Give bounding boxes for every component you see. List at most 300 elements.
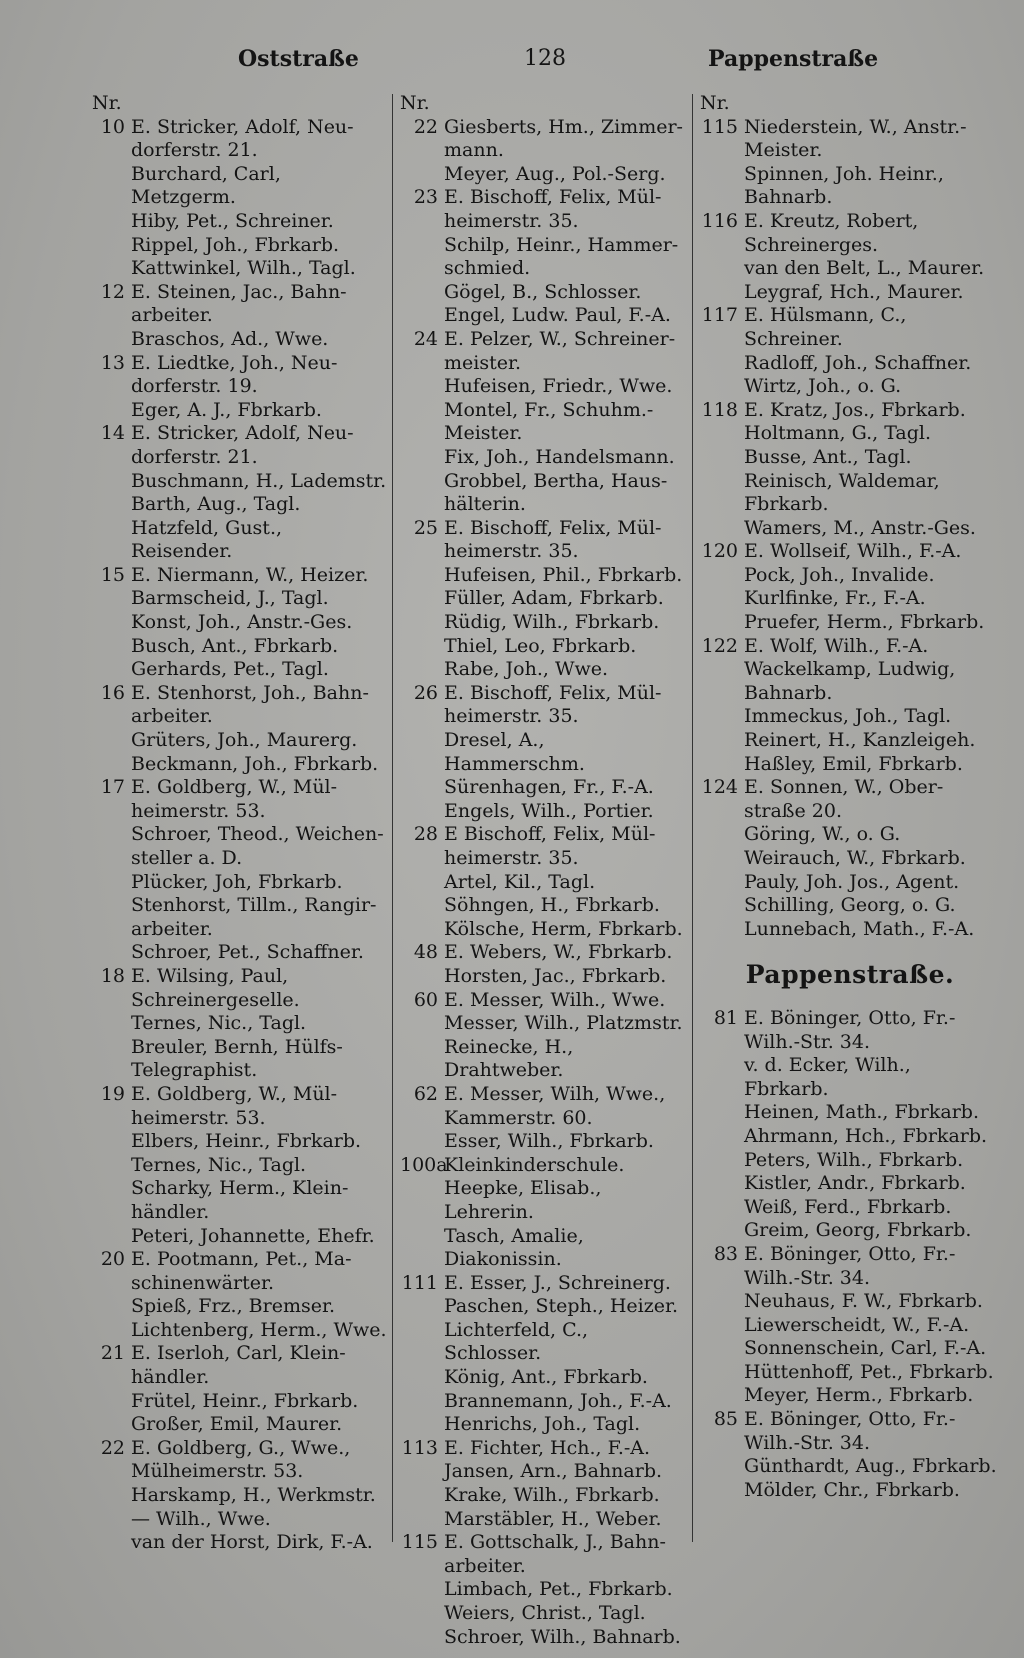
house-number — [400, 281, 444, 305]
house-number: 12 — [100, 280, 125, 303]
house-number: 16 — [100, 681, 125, 704]
directory-entry — [92, 682, 387, 729]
house-number — [92, 611, 131, 635]
house-number — [700, 918, 744, 942]
house-number — [92, 1225, 131, 1249]
house-number — [92, 1508, 131, 1532]
directory-entry — [400, 965, 690, 989]
resident-text: Horsten, Jac., Fbrkarb. — [444, 964, 667, 987]
house-number: 15 — [100, 563, 125, 586]
house-number — [700, 729, 744, 753]
resident-text: Wamers, M., Anstr.-Ges. — [744, 516, 976, 539]
directory-entry — [92, 587, 387, 611]
resident-text: Greim, Georg, Fbrkarb. — [744, 1219, 972, 1242]
resident-text: Kölsche, Herm, Fbrkarb. — [444, 917, 683, 940]
house-number — [92, 823, 131, 870]
house-number — [400, 800, 444, 824]
house-number — [92, 1036, 131, 1083]
house-number — [92, 1319, 131, 1343]
house-number — [400, 1508, 444, 1532]
resident-text: Tasch, Amalie, Diakonissin. — [444, 1224, 584, 1271]
house-number — [92, 399, 131, 423]
resident-text: Barmscheid, J., Tagl. — [131, 587, 329, 610]
house-number — [92, 1295, 131, 1319]
directory-entry — [400, 304, 690, 328]
house-number — [400, 1177, 444, 1224]
directory-entry — [400, 399, 690, 446]
directory-entry — [92, 941, 387, 965]
resident-text: Artel, Kil., Tagl. — [444, 870, 596, 893]
house-number — [700, 1314, 744, 1338]
directory-entry — [400, 1272, 690, 1296]
house-number: 10 — [100, 115, 125, 138]
house-number — [92, 1012, 131, 1036]
resident-text: Reinert, H., Kanzleigeh. — [744, 729, 976, 752]
resident-text: Reinecke, H., Drahtweber. — [444, 1035, 574, 1082]
resident-text: E. Bischoff, Felix, Mül- heimerstr. 35. — [444, 681, 662, 728]
resident-text: Weiers, Christ., Tagl. — [444, 1602, 646, 1624]
house-number — [700, 705, 744, 729]
resident-text: E. Esser, J., Schreinerg. — [444, 1271, 671, 1294]
directory-entry — [400, 1484, 690, 1508]
house-number — [92, 1130, 131, 1154]
directory-entry — [400, 1319, 690, 1366]
resident-text: E. Steinen, Jac., Bahn- arbeiter. — [131, 280, 347, 327]
house-number: 22 — [413, 115, 438, 138]
house-number: 113 — [401, 1436, 438, 1459]
directory-entry — [700, 116, 1000, 163]
directory-entry — [92, 1036, 387, 1083]
resident-text: Sürenhagen, Fr., F.-A. — [444, 776, 654, 799]
resident-text: Mölder, Chr., Fbrkarb. — [744, 1478, 960, 1501]
directory-entry — [700, 304, 1000, 351]
house-number: 14 — [100, 422, 125, 445]
resident-text: E. Goldberg, G., Wwe., Mülheimerstr. 53. — [131, 1436, 351, 1483]
house-number: 116 — [701, 209, 738, 232]
house-number — [700, 1219, 744, 1243]
directory-entry — [700, 1337, 1000, 1361]
resident-text: Meyer, Aug., Pol.-Serg. — [444, 162, 666, 185]
resident-text: Meyer, Herm., Fbrkarb. — [744, 1384, 974, 1407]
house-number — [92, 234, 131, 258]
resident-text: Giesberts, Hm., Zimmer- mann. — [444, 115, 683, 162]
resident-text: Hatzfeld, Gust., Reisender. — [131, 516, 283, 563]
house-number: 60 — [413, 988, 438, 1011]
resident-text: Limbach, Pet., Fbrkarb. — [444, 1578, 673, 1601]
directory-entry — [400, 1154, 690, 1178]
house-number — [400, 729, 444, 776]
directory-entry — [700, 776, 1000, 823]
resident-text: Jansen, Arn., Bahnarb. — [444, 1460, 663, 1483]
column-divider — [692, 94, 693, 1542]
resident-text: Breuler, Bernh, Hülfs- Telegraphist. — [131, 1035, 343, 1082]
directory-entry — [700, 281, 1000, 305]
house-number — [400, 658, 444, 682]
resident-text: Dresel, A., Hammerschm. — [444, 729, 585, 775]
resident-text: Ternes, Nic., Tagl. — [131, 1012, 307, 1035]
page-header — [0, 46, 1024, 86]
directory-entry — [400, 729, 690, 776]
directory-entry — [700, 470, 1000, 517]
house-number — [700, 894, 744, 918]
resident-text: Großer, Emil, Maurer. — [131, 1413, 343, 1436]
house-number — [92, 1154, 131, 1178]
resident-text: Henrichs, Joh., Tagl. — [444, 1413, 641, 1436]
house-number — [400, 470, 444, 517]
directory-entry — [700, 422, 1000, 446]
resident-text: E. Bischoff, Felix, Mül- heimerstr. 35. — [444, 516, 662, 563]
house-number — [400, 635, 444, 659]
resident-text: E. Böninger, Otto, Fr.- Wilh.-Str. 34. — [744, 1242, 956, 1289]
directory-entry — [400, 1413, 690, 1437]
resident-text: König, Ant., Fbrkarb. — [444, 1366, 648, 1389]
resident-text: Burchard, Carl, Metzgerm. — [131, 162, 281, 209]
house-number — [700, 1196, 744, 1220]
house-number — [700, 1054, 744, 1101]
house-number: 85 — [713, 1408, 738, 1431]
resident-text: Söhngen, H., Fbrkarb. — [444, 894, 660, 917]
house-number — [92, 658, 131, 682]
resident-text: Kurlfinke, Fr., F.-A. — [744, 587, 926, 610]
resident-text: Pauly, Joh. Jos., Agent. — [744, 870, 960, 893]
column-label: Nr. — [700, 92, 730, 114]
directory-entry — [400, 1036, 690, 1083]
house-number — [400, 1225, 444, 1272]
directory-entry — [400, 635, 690, 659]
house-number: 118 — [701, 398, 738, 421]
house-number — [400, 1390, 444, 1414]
resident-text: E. Bischoff, Felix, Mül- heimerstr. 35. — [444, 186, 662, 232]
resident-text: Neuhaus, F. W., Fbrkarb. — [744, 1290, 983, 1313]
directory-entry — [400, 1578, 690, 1602]
resident-text: Lichterfeld, C., Schlosser. — [444, 1318, 589, 1365]
directory-entry — [700, 1054, 1000, 1101]
resident-text: E. Liedtke, Joh., Neu- dorferstr. 19. — [131, 351, 338, 398]
directory-entry — [92, 658, 387, 682]
house-number — [700, 163, 744, 210]
house-number — [92, 635, 131, 659]
directory-entry — [400, 1083, 690, 1130]
directory-entry — [400, 328, 690, 375]
resident-text: E. Messer, Wilh., Wwe. — [444, 988, 666, 1011]
resident-text: Gögel, B., Schlosser. — [444, 280, 642, 303]
column-label: Nr. — [92, 92, 122, 114]
house-number — [700, 422, 744, 446]
house-number — [400, 1626, 444, 1650]
house-number — [700, 847, 744, 871]
resident-text: E. Sonnen, W., Ober- straße 20. — [744, 776, 944, 822]
resident-text: Montel, Fr., Schuhm.- Meister. — [444, 398, 654, 445]
resident-text: Lunnebach, Math., F.-A. — [744, 917, 975, 940]
directory-entry — [400, 1602, 690, 1626]
resident-text: Schroer, Wilh., Bahnarb. — [444, 1625, 681, 1648]
resident-text: E. Messer, Wilh, Wwe., Kammerstr. 60. — [444, 1082, 666, 1129]
house-number: 117 — [701, 304, 738, 327]
resident-text: E. Wollseif, Wilh., F.-A. — [744, 540, 962, 563]
house-number — [400, 965, 444, 989]
resident-text: E. Goldberg, W., Mül- heimerstr. 53. — [131, 776, 338, 822]
house-number — [92, 729, 131, 753]
directory-entry — [700, 1290, 1000, 1314]
directory-entry — [400, 470, 690, 517]
resident-text: Heepke, Elisab., Lehrerin. — [444, 1177, 602, 1223]
resident-text: E. Böninger, Otto, Fr.- Wilh.-Str. 34. — [744, 1006, 956, 1053]
resident-text: Messer, Wilh., Platzmstr. — [444, 1012, 683, 1035]
directory-entry — [700, 540, 1000, 564]
directory-entry — [700, 823, 1000, 847]
directory-entry — [700, 163, 1000, 210]
directory-entry — [92, 1248, 387, 1295]
resident-text: E. Böninger, Otto, Fr.- Wilh.-Str. 34. — [744, 1408, 956, 1454]
house-number — [400, 375, 444, 399]
house-number — [700, 587, 744, 611]
resident-text: E. Iserloh, Carl, Klein- händler. — [131, 1342, 346, 1389]
resident-text: Grobbel, Bertha, Haus- hälterin. — [444, 469, 668, 516]
house-number: 115 — [701, 115, 738, 138]
house-number — [700, 1337, 744, 1361]
resident-text: Scharky, Herm., Klein- händler. — [131, 1177, 349, 1223]
house-number — [400, 1012, 444, 1036]
house-number — [400, 611, 444, 635]
directory-entry — [92, 470, 387, 494]
house-number: 18 — [100, 964, 125, 987]
house-number: 23 — [413, 186, 438, 209]
directory-entry — [92, 328, 387, 352]
directory-entry — [92, 116, 387, 163]
house-number — [400, 1295, 444, 1319]
resident-text: Plücker, Joh, Fbrkarb. — [131, 870, 343, 893]
house-number: 120 — [701, 540, 738, 563]
directory-entry — [700, 517, 1000, 541]
house-number — [700, 564, 744, 588]
house-number — [400, 1036, 444, 1083]
directory-entry — [400, 1531, 690, 1578]
house-number — [700, 1125, 744, 1149]
house-number: 17 — [100, 776, 125, 799]
directory-entry — [400, 564, 690, 588]
directory-entry — [400, 1295, 690, 1319]
directory-entry — [92, 564, 387, 588]
directory-entry — [92, 729, 387, 753]
directory-entry — [700, 1149, 1000, 1173]
directory-entry — [700, 1125, 1000, 1149]
header-street-right: Pappenstraße — [708, 46, 879, 72]
resident-text: Busch, Ant., Fbrkarb. — [131, 634, 339, 657]
directory-entry — [700, 564, 1000, 588]
directory-entry — [400, 281, 690, 305]
directory-entry — [700, 1384, 1000, 1408]
directory-entry — [92, 517, 387, 564]
directory-column-1 — [92, 92, 387, 1555]
resident-text: Ternes, Nic., Tagl. — [131, 1153, 307, 1176]
directory-entry — [400, 989, 690, 1013]
directory-entry — [400, 1177, 690, 1224]
directory-entry — [92, 1083, 387, 1130]
resident-text: Paschen, Steph., Heizer. — [444, 1295, 679, 1318]
resident-text: Radloff, Joh., Schaffner. — [744, 351, 972, 374]
house-number — [92, 493, 131, 517]
directory-entry — [400, 682, 690, 729]
house-number: 115 — [401, 1531, 438, 1554]
directory-entry — [700, 1455, 1000, 1479]
directory-entry — [92, 965, 387, 1012]
resident-text: Wirtz, Joh., o. G. — [744, 375, 902, 398]
directory-entry — [700, 871, 1000, 895]
house-number — [92, 941, 131, 965]
house-number — [700, 658, 744, 705]
directory-entry — [700, 729, 1000, 753]
house-number — [92, 587, 131, 611]
house-number — [400, 1413, 444, 1437]
house-number — [400, 399, 444, 446]
resident-text: E. Goldberg, W., Mül- heimerstr. 53. — [131, 1082, 338, 1129]
directory-entry — [92, 611, 387, 635]
house-number: 28 — [413, 823, 438, 846]
directory-entry — [400, 163, 690, 187]
house-number: 26 — [413, 681, 438, 704]
directory-entry — [700, 257, 1000, 281]
directory-entry — [92, 1437, 387, 1484]
resident-text: Göring, W., o. G. — [744, 823, 901, 846]
house-number — [92, 470, 131, 494]
house-number — [700, 1172, 744, 1196]
resident-text: Niederstein, W., Anstr.- Meister. — [744, 115, 967, 162]
house-number — [400, 163, 444, 187]
directory-entry — [92, 399, 387, 423]
directory-entry — [92, 1154, 387, 1178]
house-number — [700, 1101, 744, 1125]
resident-text: Weiß, Ferd., Fbrkarb. — [744, 1195, 952, 1218]
house-number — [400, 1460, 444, 1484]
resident-text: E. Stenhorst, Joh., Bahn- arbeiter. — [131, 681, 369, 728]
house-number: 122 — [701, 634, 738, 657]
resident-text: van der Horst, Dirk, F.-A. — [131, 1531, 373, 1554]
resident-text: Holtmann, G., Tagl. — [744, 422, 932, 445]
resident-text: Hiby, Pet., Schreiner. — [131, 209, 334, 232]
resident-text: E. Kreutz, Robert, Schreinerges. — [744, 209, 919, 256]
directory-entry — [700, 1219, 1000, 1243]
directory-entry — [400, 1626, 690, 1650]
directory-entry — [700, 1408, 1000, 1455]
directory-entry — [700, 894, 1000, 918]
resident-text: Heinen, Math., Fbrkarb. — [744, 1101, 980, 1124]
house-number — [400, 234, 444, 281]
house-number: 83 — [713, 1242, 738, 1265]
resident-text: E. Webers, W., Fbrkarb. — [444, 941, 673, 964]
house-number — [700, 1361, 744, 1385]
directory-entry — [700, 705, 1000, 729]
resident-text: E. Pootmann, Pet., Ma- schinenwärter. — [131, 1248, 352, 1294]
directory-column-2 — [400, 92, 690, 1649]
directory-entry — [400, 1130, 690, 1154]
resident-text: E. Wolf, Wilh., F.-A. — [744, 634, 929, 657]
resident-text: Reinisch, Waldemar, Fbrkarb. — [744, 469, 940, 516]
directory-entry — [400, 776, 690, 800]
resident-text: Engels, Wilh., Portier. — [444, 799, 654, 822]
house-number: 24 — [413, 327, 438, 350]
header-street-left: Oststraße — [238, 46, 359, 72]
directory-entry — [92, 210, 387, 234]
resident-text: Liewerscheidt, W., F.-A. — [744, 1313, 970, 1336]
house-number — [92, 210, 131, 234]
resident-text: Peters, Wilh., Fbrkarb. — [744, 1148, 964, 1171]
resident-text: E. Niermann, W., Heizer. — [131, 563, 369, 586]
resident-text: E. Hülsmann, C., Schreiner. — [744, 304, 907, 350]
directory-entry — [400, 234, 690, 281]
house-number — [92, 1484, 131, 1508]
directory-entry — [400, 1012, 690, 1036]
directory-entry — [400, 1508, 690, 1532]
house-number — [400, 1484, 444, 1508]
house-number — [400, 564, 444, 588]
house-number — [700, 470, 744, 517]
directory-entry — [92, 1390, 387, 1414]
house-number — [700, 611, 744, 635]
house-number — [92, 328, 131, 352]
directory-entry — [92, 753, 387, 777]
resident-text: Schilling, Georg, o. G. — [744, 894, 956, 917]
resident-text: Lichtenberg, Herm., Wwe. — [131, 1318, 387, 1341]
directory-entry — [92, 1342, 387, 1389]
directory-entry — [92, 1295, 387, 1319]
directory-entry — [700, 918, 1000, 942]
directory-entry — [700, 1172, 1000, 1196]
directory-entry — [92, 1319, 387, 1343]
directory-entry — [92, 1531, 387, 1555]
house-number — [700, 281, 744, 305]
house-number — [700, 1149, 744, 1173]
house-number — [700, 1290, 744, 1314]
directory-entry — [400, 1460, 690, 1484]
house-number — [400, 304, 444, 328]
resident-text: Busse, Ant., Tagl. — [744, 445, 912, 468]
resident-text: Hüttenhoff, Pet., Fbrkarb. — [744, 1360, 994, 1383]
house-number: 25 — [413, 516, 438, 539]
resident-text: E. Pelzer, W., Schreiner- meister. — [444, 327, 676, 374]
house-number — [400, 1366, 444, 1390]
directory-entry — [700, 1243, 1000, 1290]
house-number — [400, 871, 444, 895]
directory-entry — [400, 823, 690, 870]
directory-entry — [92, 163, 387, 210]
resident-text: Stenhorst, Tillm., Rangir- arbeiter. — [131, 894, 377, 940]
resident-text: Rabe, Joh., Wwe. — [444, 658, 609, 681]
directory-entry — [700, 1007, 1000, 1054]
directory-entry — [700, 635, 1000, 659]
house-number — [400, 1602, 444, 1626]
resident-text: Elbers, Heinr., Fbrkarb. — [131, 1130, 362, 1153]
resident-text: Thiel, Leo, Fbrkarb. — [444, 634, 637, 657]
directory-entry — [700, 446, 1000, 470]
resident-text: Fix, Joh., Handelsmann. — [444, 445, 675, 468]
house-number: 124 — [701, 776, 738, 799]
resident-text: E. Wilsing, Paul, Schreinergeselle. — [131, 964, 300, 1011]
house-number — [400, 446, 444, 470]
house-number: 111 — [401, 1271, 438, 1294]
directory-entry — [400, 1437, 690, 1461]
directory-entry — [92, 1413, 387, 1437]
directory-entry — [700, 352, 1000, 376]
directory-entry — [92, 1130, 387, 1154]
directory-entry — [92, 635, 387, 659]
house-number — [700, 517, 744, 541]
directory-entry — [700, 1479, 1000, 1503]
directory-entry — [400, 894, 690, 918]
directory-entry — [400, 1390, 690, 1414]
directory-entry — [400, 871, 690, 895]
house-number — [700, 352, 744, 376]
page-number: 128 — [524, 46, 566, 71]
